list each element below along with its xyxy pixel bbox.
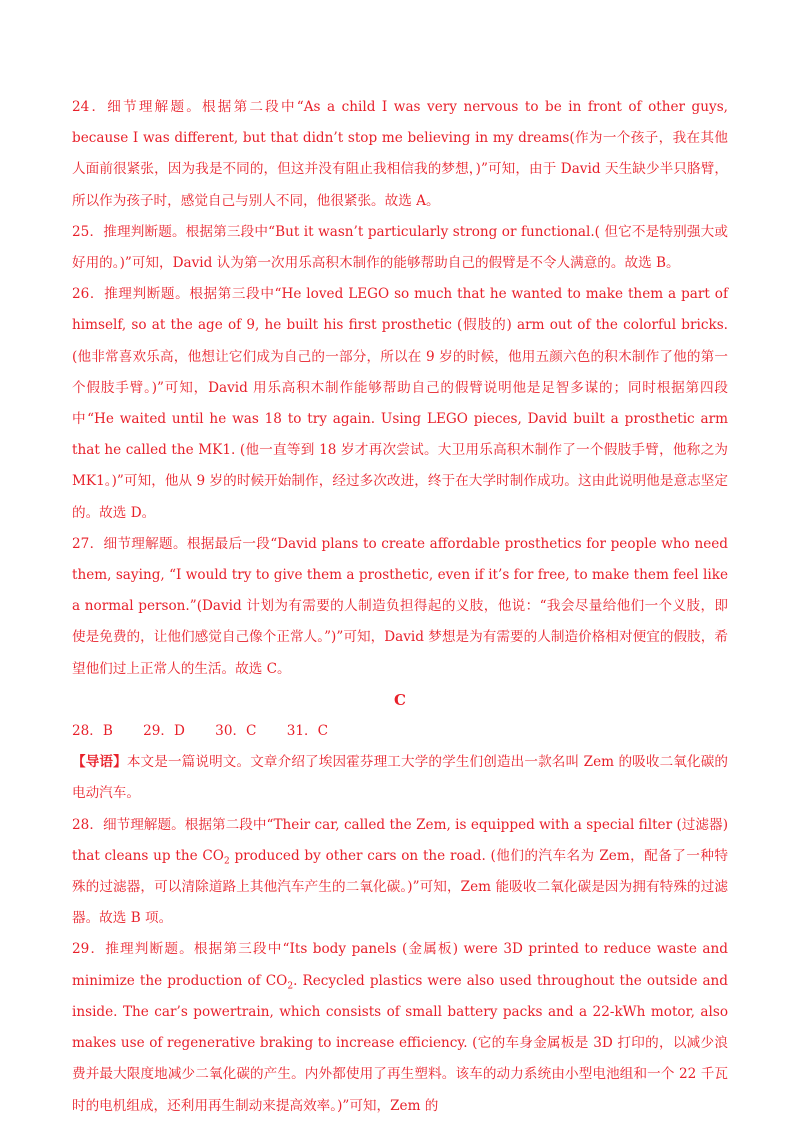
- q28-text-after: produced by other cars on the road. (他们的汽车名为 Zem，配备了一种特殊的过滤器，可以清除道路上其他汽车产生的二氧化碳。)”可知，Zem 能吸收二氧化碳是因为拥有特殊的过滤器。故选 B 项。: [72, 847, 728, 927]
- explanation-q27: 27．细节理解题。根据最后一段“David plans to create affordable prosthetics for people who need them, saying, “I would try to give them a prosthetic, even if it’s for free, to make them feel like a normal person.”(David 计划为有需要的人制造负担得起的义肢，他说：“我会尽量给他们一个义肢，即使是免费的，让他们感觉自己像个正常人。”)”可知，David 梦想是为有需要的人制造价格相对便宜的假肢，希望他们过上正常人的生活。故选 C。: [72, 535, 728, 677]
- explanation-q24: 24．细节理解题。根据第二段中“As a child I was very nervous to be in front of other guys, because I was different, but that didn’t stop me believing in my dreams(作为一个孩子，我在其他人面前很紧张，因为我是不同的，但这并没有阻止我相信我的梦想，)”可知，由于 David 天生缺少半只胳臂，所以作为孩子时，感觉自己与别人不同，他很紧张。故选 A。: [72, 99, 728, 209]
- section-heading-c: C: [394, 690, 406, 709]
- guide-paragraph: [72, 747, 728, 809]
- guide-text: 本文是一篇说明文。文章介绍了埃因霍芬理工大学的学生们创造出一款名叫 Zem 的吸收二氧化碳的电动汽车。: [72, 754, 729, 802]
- q29-text-after: . Recycled plastics were also used throughout the outside and inside. The car’s powertrain, which consists of small battery packs and a 22-kWh motor, also makes use of regenerative braking to increase efficiency. (它的车身金属板是 3D 打印的，以减少浪费并最大限度地减少二氧化碳的产生。内外都使用了再生塑料。该车的动力系统由小型电池组和一个 22 千瓦时的电机组成，还利用再生制动来提高效率。)”可知，Zem 的: [72, 972, 728, 1114]
- document-page: [72, 92, 728, 1122]
- q28-text-before: 28．细节理解题。根据第二段中“Their car, called the Zem, is equipped with a special filter (过滤器) that cleans up the CO: [72, 816, 728, 864]
- explanation-q28: [72, 810, 728, 935]
- answer-key: 28．B 29．D 30．C 31．C: [72, 723, 328, 740]
- guide-tag: 【导语】: [72, 754, 127, 771]
- explanation-q29: [72, 934, 728, 1121]
- q29-text-before: 29．推理判断题。根据第三段中“Its body panels (金属板) were 3D printed to reduce waste and minimize the production of CO: [72, 941, 728, 989]
- q29-subscript: 2: [287, 981, 294, 992]
- explanation-q25: 25．推理判断题。根据第三段中“But it wasn’t particularly strong or functional.( 但它不是特别强大或好用的。)”可知，David 认为第一次用乐高积木制作的能够帮助自己的假臂是不令人满意的。故选 B。: [72, 223, 728, 272]
- explanation-q26: 26．推理判断题。根据第三段中“He loved LEGO so much that he wanted to make them a part of himself, so at the age of 9, he built his first prosthetic (假肢的) arm out of the colorful bricks. (他非常喜欢乐高，他想让它们成为自己的一部分，所以在 9 岁的时候，他用五颜六色的积木制作了他的第一个假肢手臂。)”可知，David 用乐高积木制作能够帮助自己的假臂说明他是足智多谋的；同时根据第四段中“He waited until he was 18 to try again. Using LEGO pieces, David built a prosthetic arm that he called the MK1. (他一直等到 18 岁才再次尝试。大卫用乐高积木制作了一个假肢手臂，他称之为 MK1。)”可知，他从 9 岁的时候开始制作，经过多次改进，终于在大学时制作成功。这由此说明他是意志坚定的。故选 D。: [72, 286, 728, 521]
- q28-subscript: 2: [223, 856, 230, 867]
